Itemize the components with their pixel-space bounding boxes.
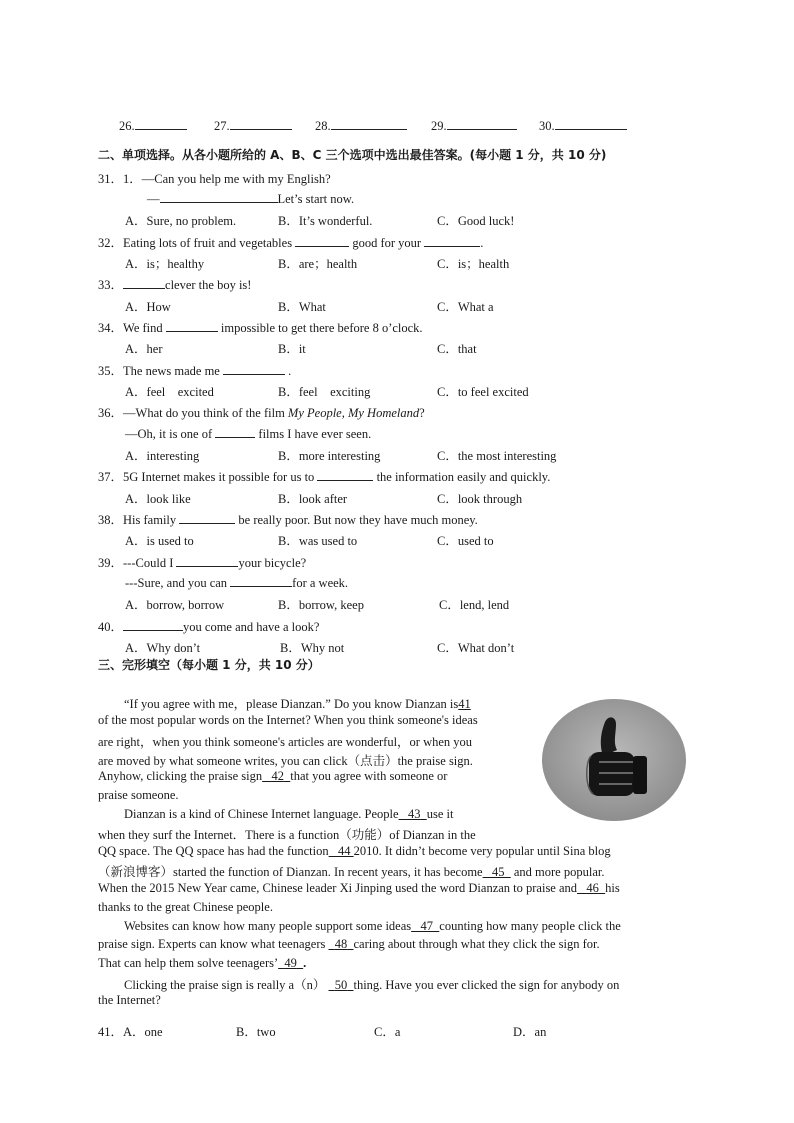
q31-option-b[interactable]: B．It’s wonderful. [278,214,373,228]
q33-option-c[interactable]: C．What a [437,300,494,314]
blank-41: 41 [458,697,471,711]
q33-stem: 33． clever the boy is! [98,278,252,292]
q35-option-c[interactable]: C．to feel excited [437,385,529,399]
answer-26: 26. [119,117,187,134]
q34-option-c[interactable]: C．that [437,342,477,356]
q31-line1: 31．1．—Can you help me with my English? [98,172,331,186]
q38-option-c[interactable]: C．used to [437,534,494,548]
blank-50: 50 [334,978,348,992]
q41-option-c[interactable]: C．a [374,1025,401,1039]
q41-row: 41．A．one [98,1025,163,1039]
q36-option-b[interactable]: B．more interesting [278,449,381,463]
q35-stem: 35．The news made me . [98,364,292,378]
film-title: My People, My Homeland [287,406,420,420]
q31-option-c[interactable]: C．Good luck! [437,214,515,228]
blank-44: 44 [337,844,351,858]
section2-heading: 二、单项选择。从各小题所给的 A、B、C 三个选项中选出最佳答案。(每小题 1 分，共 10 分) [98,148,607,162]
q31-option-a[interactable]: A．Sure, no problem. [125,214,237,228]
p2-line4: （新浪博客）started the function of Dianzan. In recent years, it has become 45 and more popular. [98,865,605,879]
blank-45: 45 [491,865,505,879]
q39-option-c[interactable]: C．lend, lend [439,598,510,612]
q40-option-a[interactable]: A．Why don’t [125,641,201,655]
q40-stem: 40． you come and have a look? [98,620,320,634]
blank-47: 47 [420,919,434,933]
q39-line2: ---Sure, and you can for a week. [125,576,349,590]
p1-line4: are moved by what someone writes, you can click（点击）the praise sign. [98,754,473,768]
q37-option-b[interactable]: B．look after [278,492,348,506]
q41-option-b[interactable]: B．two [236,1025,276,1039]
blank-43: 43 [407,807,421,821]
q33-option-b[interactable]: B．What [278,300,326,314]
q41-option-a[interactable]: A．one [123,1025,163,1039]
q37-option-c[interactable]: C．look through [437,492,523,506]
q39-option-b[interactable]: B．borrow, keep [278,598,364,612]
q36-line2: —Oh, it is one of films I have ever seen. [125,427,372,441]
p2-line5: When the 2015 New Year came, Chinese leader Xi Jinping used the word Dianzan to praise and 46 his [98,881,620,895]
p3-line1: Websites can know how many people support some ideas 47 counting how many people click the [124,919,621,933]
p4-line1: Clicking the praise sign is really a（n） 50 thing. Have you ever clicked the sign for anybody on [124,978,620,992]
q32-option-b[interactable]: B．are；health [278,257,358,271]
thumbs-up-icon [541,698,687,822]
q38-option-a[interactable]: A．is used to [125,534,194,548]
q38-stem: 38．His family be really poor. But now they have much money. [98,513,478,527]
section3-heading: 三、完形填空（每小题 1 分，共 10 分） [98,658,320,672]
p1-line1: “If you agree with me，please Dianzan.” Do you know Dianzan is41 [124,697,471,711]
q36-option-a[interactable]: A．interesting [125,449,200,463]
q41-option-d[interactable]: D．an [513,1025,547,1039]
q39-line1: 39．---Could I your bicycle? [98,556,307,570]
q36-line1: 36．—What do you think of the film My People, My Homeland? [98,406,425,420]
p1-line3: are right，when you think someone's articles are wonderful，or when you [98,735,473,749]
answer-28: 28. [315,117,407,134]
p4-line2: the Internet? [98,993,161,1007]
q36-option-c[interactable]: C．the most interesting [437,449,557,463]
blank-42: 42 [271,769,284,783]
q39-option-a[interactable]: A．borrow, borrow [125,598,225,612]
p3-line2: praise sign. Experts can know what teenagers 48 caring about through what they click the sign for. [98,937,600,951]
answer-30: 30. [539,117,627,134]
p3-line3: That can help them solve teenagers’ 49 . [98,956,307,970]
p2-line2: when they surf the Internet．There is a function（功能）of Dianzan in the [98,828,476,842]
q37-option-a[interactable]: A．look like [125,492,191,506]
p1-line5: Anyhow, clicking the praise sign 42 that you agree with someone or [98,769,448,783]
p1-line6: praise someone. [98,788,179,802]
q40-option-b[interactable]: B．Why not [280,641,345,655]
answer-29: 29. [431,117,517,134]
q35-option-b[interactable]: B．feel exciting [278,385,371,399]
p2-line6: thanks to the great Chinese people. [98,900,273,914]
q32-stem: 32．Eating lots of fruit and vegetables good for your . [98,236,484,250]
answer-27: 27. [214,117,292,134]
q34-option-a[interactable]: A．her [125,342,163,356]
q32-option-c[interactable]: C．is；health [437,257,510,271]
q40-option-c[interactable]: C．What don’t [437,641,515,655]
blank-46: 46 [586,881,599,895]
p2-line3: QQ space. The QQ space has had the function 44 2010. It didn’t become very popular until Sina blog [98,844,611,858]
q38-option-b[interactable]: B．was used to [278,534,358,548]
p1-line2: of the most popular words on the Internet? When you think someone's ideas [98,713,478,727]
q31-line2: — Let’s start now. [147,192,355,206]
q37-stem: 37．5G Internet makes it possible for us to the information easily and quickly. [98,470,551,484]
q32-option-a[interactable]: A．is；healthy [125,257,205,271]
q33-option-a[interactable]: A．How [125,300,171,314]
blank-48: 48 [334,937,348,951]
q35-option-a[interactable]: A．feel excited [125,385,214,399]
p2-line1: Dianzan is a kind of Chinese Internet language. People 43 use it [124,807,454,821]
q34-option-b[interactable]: B．it [278,342,306,356]
blank-49: 49 [284,956,297,970]
q34-stem: 34．We find impossible to get there before 8 o’clock. [98,321,423,335]
